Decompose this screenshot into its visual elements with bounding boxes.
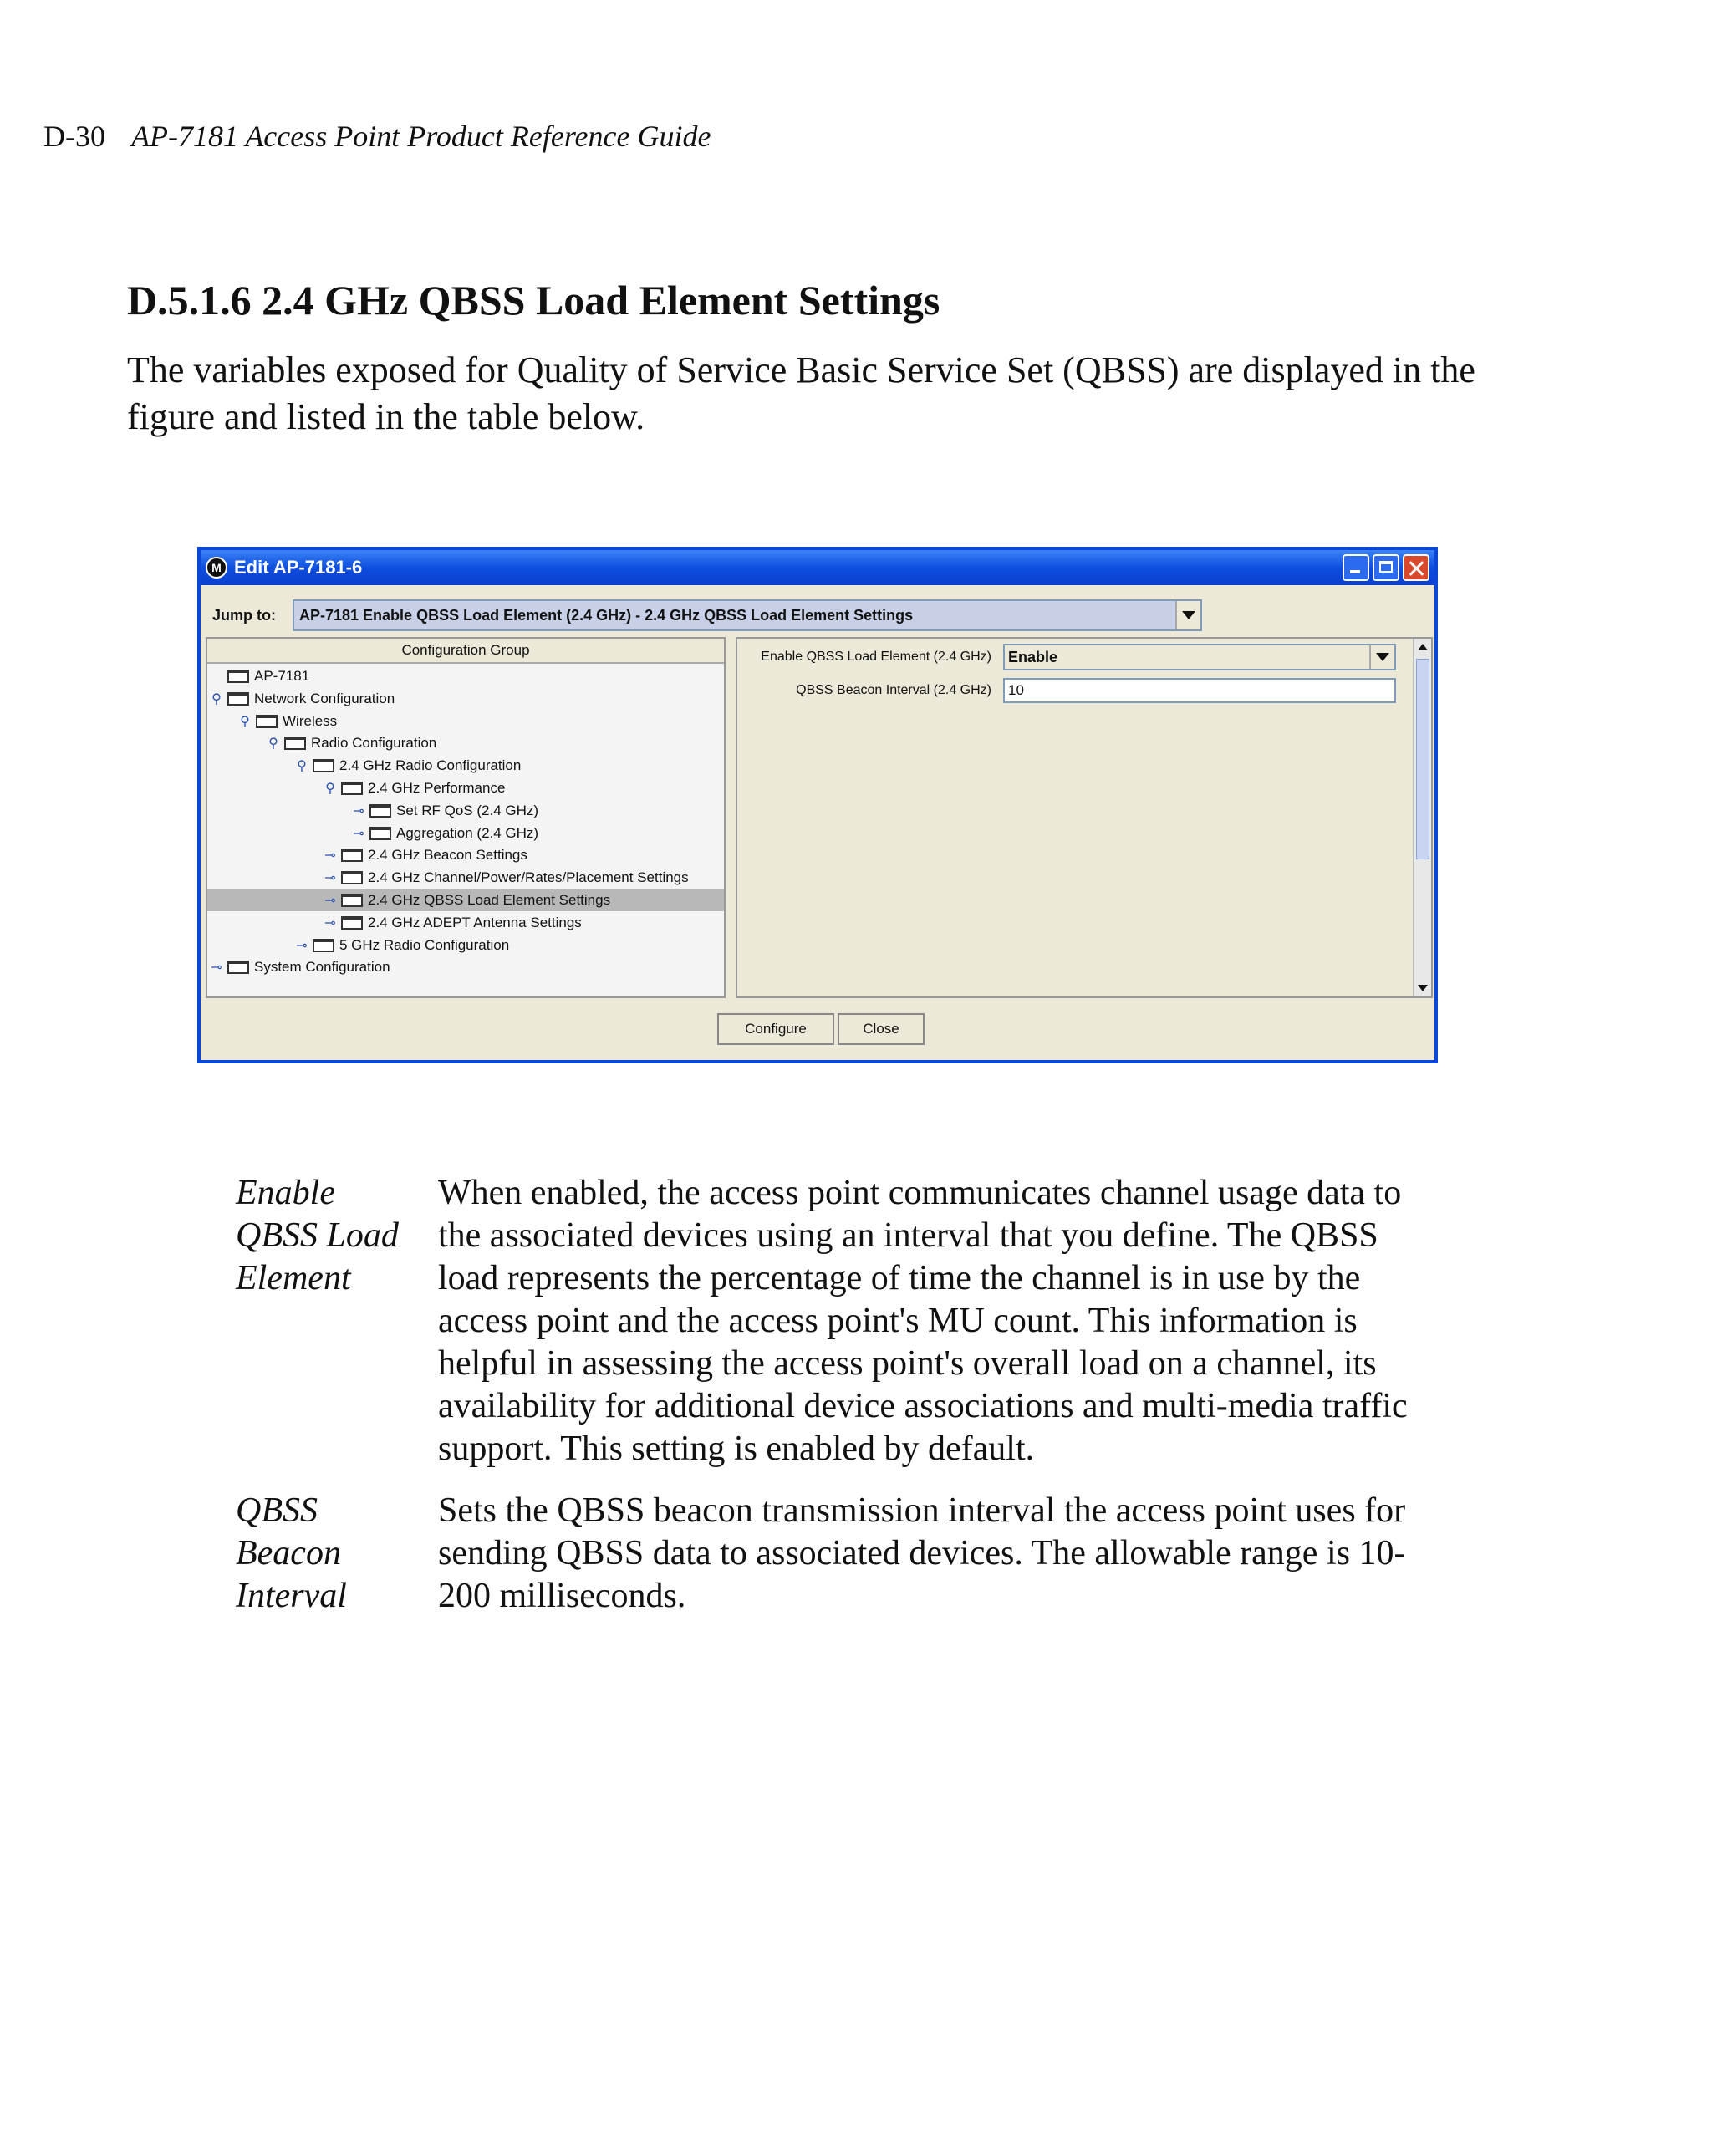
chevron-down-icon[interactable]: [1175, 601, 1200, 629]
tree-item-label: Wireless: [283, 712, 338, 729]
folder-icon: [256, 715, 278, 728]
jump-label: Jump to:: [212, 606, 276, 624]
tree-item-label: 2.4 GHz Beacon Settings: [368, 847, 527, 864]
tree-item[interactable]: [351, 800, 538, 822]
dialog-titlebar[interactable]: [201, 550, 1434, 585]
folder-icon: [369, 804, 391, 818]
page-number: D-30: [43, 120, 105, 153]
vertical-scrollbar[interactable]: [1413, 639, 1431, 996]
enable-qbss-select[interactable]: [1003, 644, 1396, 670]
desc-enable-qbss: When enabled, the access point communicates channel usage data to the associated devices using an interval that you define. The QBSS load represents the percentage of time the channel is in use by the access point and the access point's MU count. This information is helpful in assessing the access point's overall load on a channel, its availability for additional device associations and multi-media traffic support. This setting is enabled by default.: [438, 1174, 1408, 1468]
desc-beacon-interval: Sets the QBSS beacon transmission interval the access point uses for sending QBSS data to associated devices. The allowable range is 10-200 milliseconds.: [438, 1491, 1406, 1615]
config-tree-pane: [206, 637, 726, 998]
tree-item[interactable]: [323, 777, 505, 799]
tree-item[interactable]: [294, 935, 509, 956]
folder-icon: [341, 916, 363, 930]
close-icon[interactable]: [1403, 554, 1429, 581]
tree-toggle-icon[interactable]: ⊸: [296, 938, 308, 953]
tree-item-label: 2.4 GHz Performance: [368, 780, 506, 796]
jump-row: [212, 599, 1423, 632]
tree-toggle-icon[interactable]: ⊸: [324, 849, 336, 864]
tree-item[interactable]: [207, 889, 724, 911]
tree-item[interactable]: [323, 867, 689, 889]
tree-toggle-icon[interactable]: ⚲: [268, 737, 278, 752]
page-header: [43, 119, 711, 154]
motorola-logo-icon: M: [206, 557, 227, 579]
term-enable-qbss: Enable QBSS Load Element: [236, 1174, 399, 1297]
tree-item[interactable]: [237, 711, 337, 732]
tree-item[interactable]: [209, 665, 309, 687]
tree-item[interactable]: [266, 732, 436, 754]
section-title: D.5.1.6 2.4 GHz QBSS Load Element Settings: [127, 277, 940, 324]
beacon-interval-input[interactable]: 10: [1003, 678, 1396, 703]
settings-pane: [736, 637, 1433, 998]
tree-item[interactable]: [323, 912, 582, 934]
configure-button[interactable]: Configure: [717, 1013, 834, 1045]
folder-icon: [227, 692, 249, 706]
chevron-down-icon[interactable]: [1369, 645, 1394, 669]
tree-item-label: 2.4 GHz QBSS Load Element Settings: [368, 892, 611, 908]
intro-paragraph: The variables exposed for Quality of Service Basic Service Set (QBSS) are displayed in the figure and listed in the table below.: [127, 349, 1475, 437]
tree-toggle-icon[interactable]: ⊸: [324, 871, 336, 886]
tree-header: Configuration Group: [207, 639, 724, 664]
close-button[interactable]: Close: [838, 1013, 925, 1045]
beacon-interval-label: QBSS Beacon Interval (2.4 GHz): [796, 683, 991, 697]
jump-to-select[interactable]: [293, 599, 1202, 631]
tree-item[interactable]: [323, 844, 527, 866]
tree-item-label: AP-7181: [254, 668, 310, 684]
tree-toggle-icon[interactable]: ⊸: [211, 961, 222, 976]
tree-item-label: System Configuration: [254, 959, 390, 976]
interval-row: [737, 677, 1396, 704]
tree-item[interactable]: [209, 688, 395, 710]
folder-icon: [227, 670, 249, 683]
minimize-icon[interactable]: [1343, 554, 1369, 581]
tree-item-label: 2.4 GHz ADEPT Antenna Settings: [368, 914, 582, 930]
tree-toggle-icon[interactable]: ⊸: [353, 826, 364, 841]
tree-toggle-icon[interactable]: ⚲: [211, 691, 222, 706]
folder-icon: [227, 961, 249, 974]
tree-item-label: 2.4 GHz Channel/Power/Rates/Placement Settings: [368, 869, 689, 886]
tree-toggle-icon[interactable]: ⊸: [324, 915, 336, 930]
enable-qbss-label: Enable QBSS Load Element (2.4 GHz): [761, 650, 991, 664]
enable-qbss-value: Enable: [1008, 648, 1058, 665]
guide-title: AP-7181 Access Point Product Reference Guide: [131, 120, 711, 153]
tree-item-label: Network Configuration: [254, 690, 395, 706]
edit-dialog: [197, 547, 1438, 1063]
enable-row: [737, 644, 1396, 670]
scroll-up-icon[interactable]: [1414, 639, 1431, 655]
tree-toggle-icon[interactable]: ⚲: [240, 714, 250, 729]
tree-item-label: Set RF QoS (2.4 GHz): [396, 802, 539, 818]
folder-icon: [341, 782, 363, 795]
scroll-down-icon[interactable]: [1414, 980, 1431, 996]
tree-item-label: 2.4 GHz Radio Configuration: [339, 757, 522, 774]
tree-toggle-icon[interactable]: ⚲: [297, 759, 307, 774]
tree-toggle-icon[interactable]: ⊸: [353, 803, 364, 818]
tree-item-label: 5 GHz Radio Configuration: [339, 936, 510, 953]
folder-icon: [341, 871, 363, 884]
tree-item-label: Radio Configuration: [311, 735, 437, 752]
tree-item-label: Aggregation (2.4 GHz): [396, 824, 539, 841]
scroll-thumb[interactable]: [1416, 659, 1429, 859]
folder-icon: [313, 759, 334, 772]
folder-icon: [284, 737, 306, 750]
folder-icon: [313, 939, 334, 952]
jump-to-value: AP-7181 Enable QBSS Load Element (2.4 GHz) - 2.4 GHz QBSS Load Element Settings: [299, 606, 914, 624]
dialog-title: Edit AP-7181-6: [234, 557, 363, 578]
maximize-icon[interactable]: [1373, 554, 1399, 581]
folder-icon: [341, 849, 363, 862]
tree-item[interactable]: [209, 956, 390, 978]
tree-item[interactable]: [351, 823, 538, 844]
folder-icon: [369, 827, 391, 840]
tree-item[interactable]: [294, 755, 521, 777]
tree-toggle-icon[interactable]: ⊸: [324, 894, 336, 908]
folder-icon: [341, 894, 363, 907]
term-beacon-interval: QBSS Beacon Interval: [236, 1491, 347, 1615]
tree-toggle-icon[interactable]: ⚲: [325, 782, 335, 796]
